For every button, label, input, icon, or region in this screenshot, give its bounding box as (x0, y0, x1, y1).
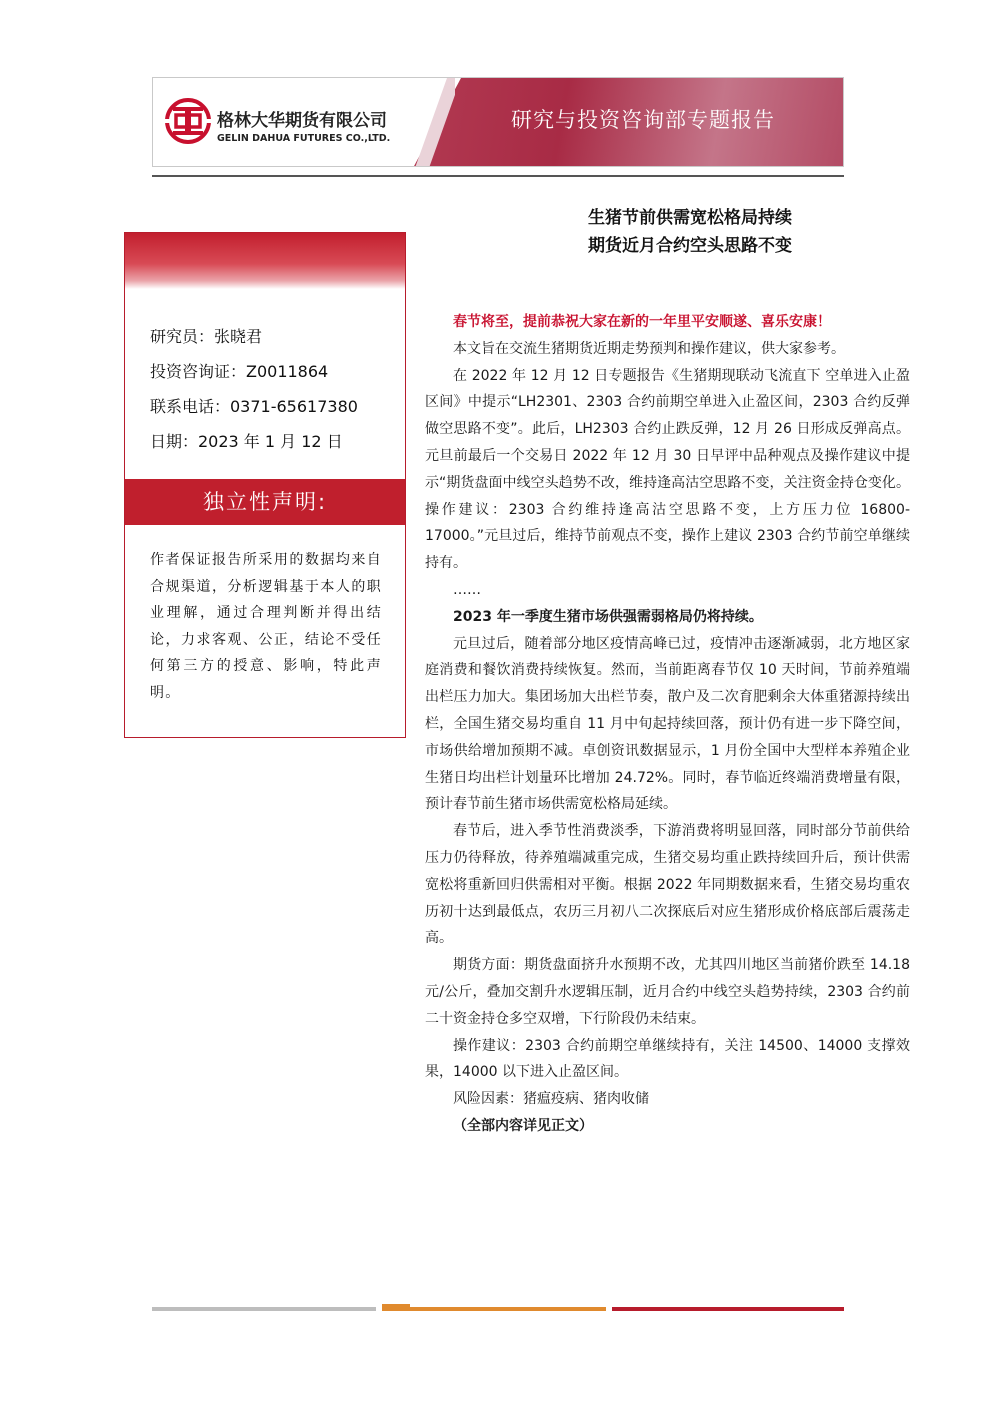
report-header (152, 77, 844, 167)
report-title-line2: 期货近月合约空头思路不变 (588, 236, 792, 256)
contact-phone: 联系电话：0371-65617380 (150, 397, 358, 416)
header-rule (152, 175, 844, 177)
declaration-title: 独立性声明: (125, 479, 405, 525)
report-title (490, 204, 890, 260)
greeting: 春节将至，提前恭祝大家在新的一年里平安顺遂、喜乐安康！ (453, 314, 831, 330)
declaration-text: 作者保证报告所采用的数据均来自合规渠道，分析逻辑基于本人的职业理解，通过合理判断并得出结论，力求客观、公正，结论不受任何第三方的授意、影响，特此声明。 (150, 552, 382, 701)
paragraph-intro: 本文旨在交流生猪期货近期走势预判和操作建议，供大家参考。 (453, 340, 845, 357)
report-type-title: 研究与投资咨询部专题报告 (511, 108, 775, 132)
section-subhead: 2023 年一季度生猪市场供强需弱格局仍将持续。 (453, 608, 763, 625)
license-number: 投资咨询证：Z0011864 (150, 362, 329, 381)
footer-bar-red (612, 1307, 844, 1311)
ellipsis: …… (453, 581, 481, 598)
report-date: 日期：2023 年 1 月 12 日 (150, 432, 343, 451)
company-name-en: GELIN DAHUA FUTURES CO.,LTD. (217, 133, 391, 144)
company-name-cn: 格林大华期货有限公司 (217, 111, 387, 131)
author-info (150, 319, 358, 459)
paragraph-futures: 期货方面：期货盘面挤升水预期不改，尤其四川地区当前猪价跌至 14.18 元/公斤，叠加交割升水逻辑压制，近月合约中线空头趋势持续，2303 合约前二十资金持仓多空双增，下行阶段仍未结束。 (425, 957, 910, 1027)
paragraph-note: （全部内容详见正文） (453, 1117, 593, 1134)
author-info-box (124, 232, 406, 738)
paragraph-post-festival: 春节后，进入季节性消费淡季，下游消费将明显回落，同时部分节前供给压力仍待释放，待养殖端减重完成，生猪交易均重止跌持续回升后，预计供需宽松将重新回归供需相对平衡。根据 2022 年同期数据来看，生猪交易均重农历初十达到最低点，农历三月初八二次探底后对应生猪形成价格底部后震荡走高。 (425, 823, 910, 947)
footer-bar-orange-accent (382, 1304, 410, 1308)
info-box-banner (125, 233, 405, 289)
company-logo-icon (165, 98, 211, 144)
footer-bar-orange (382, 1307, 606, 1311)
paragraph-review: 在 2022 年 12 月 12 日专题报告《生猪期现联动飞流直下 空单进入止盈区间》中提示“LH2301、2303 合约前期空单进入止盈区间，2303 合约反弹做空思路不变”。此后，LH2303 合约止跌反弹，12 月 26 日形成反弹高点。元旦前最后一个交易日 2022 年 12 月 30 日早评中品种观点及操作建议中提示“期货盘面中线空头趋势不改，维持逢高沽空思路不变，关注资金持仓变化。操作建议：2303 合约维持逢高沽空思路不变，上方压力位 16800-17000。”元旦过后，维持节前观点不变，操作上建议 2303 合约节前空单继续持有。 (425, 367, 910, 572)
report-body (425, 309, 910, 1140)
report-title-line1: 生猪节前供需宽松格局持续 (588, 208, 792, 228)
paragraph-advice: 操作建议：2303 合约前期空单继续持有，关注 14500、14000 支撑效果，14000 以下进入止盈区间。 (425, 1037, 910, 1081)
footer-bar-gray (152, 1307, 376, 1311)
paragraph-risk: 风险因素：猪瘟疫病、猪肉收储 (453, 1091, 649, 1108)
researcher-name: 研究员：张晓君 (150, 327, 263, 346)
paragraph-supply: 元旦过后，随着部分地区疫情高峰已过，疫情冲击逐渐减弱，北方地区家庭消费和餐饮消费持续恢复。然而，当前距离春节仅 10 天时间，节前养殖端出栏压力加大。集团场加大出栏节奏，散户及二次育肥剩余大体重猪源持续出栏，全国生猪交易均重自 11 月中旬起持续回落，预计仍有进一步下降空间，市场供给增加预期不减。卓创资讯数据显示，1 月份全国中大型样本养殖企业生猪日均出栏计划量环比增加 24.72%。同时，春节临近终端消费增量有限，预计春节前生猪市场供需宽松格局延续。 (425, 635, 910, 813)
